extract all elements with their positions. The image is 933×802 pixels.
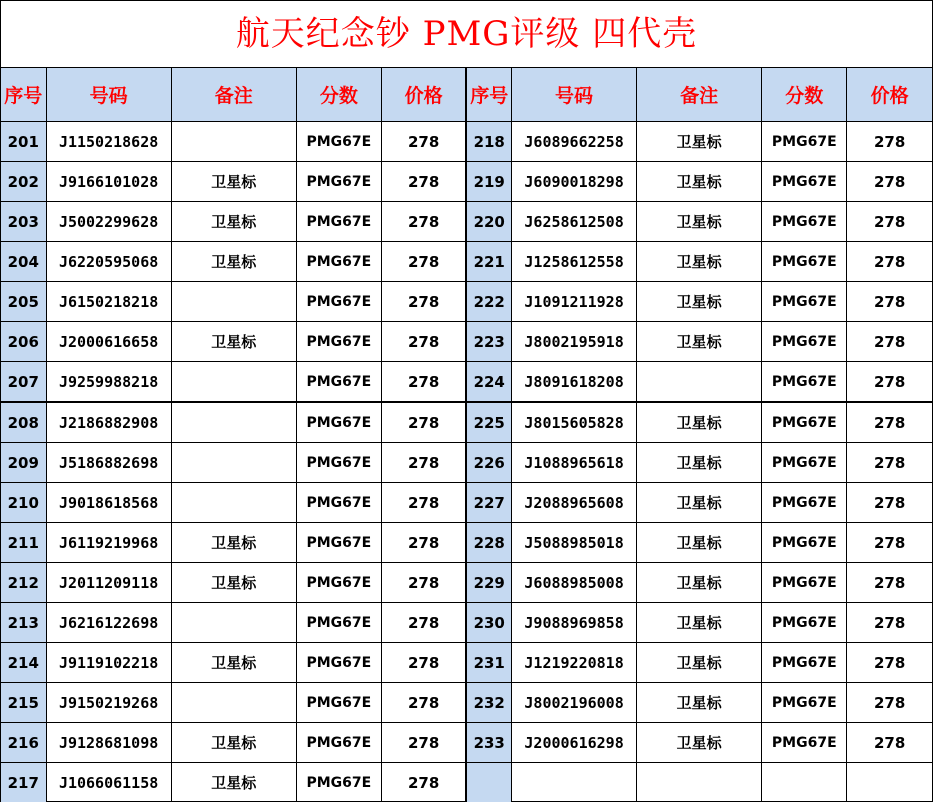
- row-price: 278: [381, 723, 466, 763]
- sheet-title: 航天纪念钞 PMG评级 四代壳: [1, 1, 932, 68]
- row-number: J6150218218: [46, 282, 171, 322]
- row-seq: 226: [466, 443, 511, 483]
- row-note: 卫星标: [171, 763, 296, 802]
- row-price: 278: [381, 563, 466, 603]
- row-seq: 203: [1, 202, 46, 242]
- header-score: 分数: [296, 68, 381, 122]
- table-row: [1, 242, 932, 282]
- row-note: 卫星标: [637, 402, 762, 443]
- table-row: [1, 483, 932, 523]
- row-price: 278: [847, 282, 932, 322]
- row-seq: 233: [466, 723, 511, 763]
- row-note: [637, 362, 762, 403]
- row-note: 卫星标: [171, 723, 296, 763]
- row-note: 卫星标: [171, 242, 296, 282]
- row-note: 卫星标: [171, 162, 296, 202]
- row-seq: 227: [466, 483, 511, 523]
- banknote-table: [1, 68, 932, 802]
- row-note: 卫星标: [171, 322, 296, 362]
- row-price: 278: [847, 402, 932, 443]
- table-row: [1, 162, 932, 202]
- header-row: [1, 68, 932, 122]
- row-number: J2186882908: [46, 402, 171, 443]
- row-price: 278: [381, 443, 466, 483]
- row-note: [171, 282, 296, 322]
- row-score: PMG67E: [296, 202, 381, 242]
- row-number: J9088969858: [512, 603, 637, 643]
- row-price: 278: [381, 643, 466, 683]
- table-row: [1, 643, 932, 683]
- row-number: J1258612558: [512, 242, 637, 282]
- row-seq: 213: [1, 603, 46, 643]
- row-price: 278: [847, 242, 932, 282]
- row-score: PMG67E: [762, 282, 847, 322]
- row-number: J8002196008: [512, 683, 637, 723]
- row-note: [171, 443, 296, 483]
- row-score: PMG67E: [296, 763, 381, 802]
- row-price: [847, 763, 932, 802]
- row-score: PMG67E: [296, 523, 381, 563]
- row-price: 278: [381, 162, 466, 202]
- row-number: J5186882698: [46, 443, 171, 483]
- row-score: PMG67E: [762, 603, 847, 643]
- row-score: PMG67E: [762, 683, 847, 723]
- table-row: [1, 763, 932, 802]
- row-score: PMG67E: [762, 202, 847, 242]
- row-seq: 229: [466, 563, 511, 603]
- row-note: 卫星标: [637, 523, 762, 563]
- row-score: PMG67E: [762, 443, 847, 483]
- header-number: 号码: [512, 68, 637, 122]
- row-score: PMG67E: [296, 322, 381, 362]
- table-row: [1, 362, 932, 403]
- row-score: [762, 763, 847, 802]
- row-seq: 222: [466, 282, 511, 322]
- row-note: [171, 362, 296, 403]
- row-price: 278: [381, 282, 466, 322]
- row-score: PMG67E: [296, 603, 381, 643]
- row-number: J6090018298: [512, 162, 637, 202]
- row-seq: 209: [1, 443, 46, 483]
- table-row: [1, 683, 932, 723]
- row-note: [637, 763, 762, 802]
- row-number: J6220595068: [46, 242, 171, 282]
- row-seq: 210: [1, 483, 46, 523]
- table-row: [1, 322, 932, 362]
- row-score: PMG67E: [762, 402, 847, 443]
- row-price: 278: [381, 483, 466, 523]
- header-note: 备注: [637, 68, 762, 122]
- row-price: 278: [381, 523, 466, 563]
- row-note: [171, 402, 296, 443]
- row-price: 278: [381, 402, 466, 443]
- row-seq: 216: [1, 723, 46, 763]
- row-price: 278: [847, 643, 932, 683]
- row-note: 卫星标: [637, 282, 762, 322]
- row-seq: 220: [466, 202, 511, 242]
- row-score: PMG67E: [762, 723, 847, 763]
- row-price: 278: [381, 362, 466, 403]
- row-score: PMG67E: [296, 723, 381, 763]
- row-seq: 206: [1, 322, 46, 362]
- row-note: 卫星标: [637, 122, 762, 162]
- row-score: PMG67E: [762, 322, 847, 362]
- header-score: 分数: [762, 68, 847, 122]
- row-seq: 231: [466, 643, 511, 683]
- row-seq: 228: [466, 523, 511, 563]
- row-number: J8015605828: [512, 402, 637, 443]
- row-note: 卫星标: [637, 202, 762, 242]
- row-seq: 211: [1, 523, 46, 563]
- row-note: 卫星标: [637, 443, 762, 483]
- row-score: PMG67E: [762, 523, 847, 563]
- row-price: 278: [847, 523, 932, 563]
- row-number: J6089662258: [512, 122, 637, 162]
- row-seq: 215: [1, 683, 46, 723]
- table-row: [1, 563, 932, 603]
- row-score: PMG67E: [762, 242, 847, 282]
- row-score: PMG67E: [296, 443, 381, 483]
- row-number: J8091618208: [512, 362, 637, 403]
- row-price: 278: [381, 763, 466, 802]
- row-price: 278: [381, 322, 466, 362]
- row-price: 278: [847, 483, 932, 523]
- row-seq: 224: [466, 362, 511, 403]
- row-note: 卫星标: [171, 523, 296, 563]
- row-score: PMG67E: [762, 563, 847, 603]
- row-score: PMG67E: [762, 643, 847, 683]
- table-row: [1, 523, 932, 563]
- row-seq: 218: [466, 122, 511, 162]
- row-number: J1219220818: [512, 643, 637, 683]
- row-note: [171, 603, 296, 643]
- row-score: PMG67E: [762, 122, 847, 162]
- row-note: [171, 683, 296, 723]
- row-price: 278: [381, 242, 466, 282]
- row-price: 278: [847, 162, 932, 202]
- row-seq: 201: [1, 122, 46, 162]
- row-note: 卫星标: [637, 322, 762, 362]
- row-note: 卫星标: [637, 242, 762, 282]
- table-row: [1, 723, 932, 763]
- row-price: 278: [847, 362, 932, 403]
- row-price: 278: [847, 603, 932, 643]
- row-seq: 212: [1, 563, 46, 603]
- table-row: [1, 603, 932, 643]
- header-price: 价格: [381, 68, 466, 122]
- row-score: PMG67E: [296, 402, 381, 443]
- row-note: 卫星标: [637, 162, 762, 202]
- row-score: PMG67E: [296, 683, 381, 723]
- table-row: [1, 402, 932, 443]
- row-score: PMG67E: [296, 282, 381, 322]
- row-price: 278: [847, 122, 932, 162]
- row-number: J2000616658: [46, 322, 171, 362]
- row-seq: 232: [466, 683, 511, 723]
- row-note: 卫星标: [637, 723, 762, 763]
- row-number: J9259988218: [46, 362, 171, 403]
- row-seq: 219: [466, 162, 511, 202]
- row-note: 卫星标: [637, 683, 762, 723]
- header-price: 价格: [847, 68, 932, 122]
- row-note: [171, 483, 296, 523]
- row-number: J1091211928: [512, 282, 637, 322]
- row-score: PMG67E: [762, 162, 847, 202]
- row-number: J9128681098: [46, 723, 171, 763]
- header-note: 备注: [171, 68, 296, 122]
- row-note: [171, 122, 296, 162]
- row-price: 278: [847, 683, 932, 723]
- row-note: 卫星标: [637, 563, 762, 603]
- row-seq: 230: [466, 603, 511, 643]
- row-score: PMG67E: [296, 362, 381, 403]
- row-number: J9150219268: [46, 683, 171, 723]
- row-number: J6119219968: [46, 523, 171, 563]
- row-number: J8002195918: [512, 322, 637, 362]
- row-seq: 223: [466, 322, 511, 362]
- row-score: PMG67E: [296, 643, 381, 683]
- table-row: [1, 122, 932, 162]
- row-number: J9119102218: [46, 643, 171, 683]
- row-number: J6088985008: [512, 563, 637, 603]
- row-price: 278: [381, 202, 466, 242]
- row-score: PMG67E: [762, 362, 847, 403]
- row-number: J5002299628: [46, 202, 171, 242]
- row-note: 卫星标: [171, 202, 296, 242]
- row-price: 278: [381, 683, 466, 723]
- row-seq: 221: [466, 242, 511, 282]
- row-price: 278: [847, 723, 932, 763]
- row-score: PMG67E: [762, 483, 847, 523]
- row-number: J1066061158: [46, 763, 171, 802]
- row-number: J1150218628: [46, 122, 171, 162]
- row-seq: 207: [1, 362, 46, 403]
- row-score: PMG67E: [296, 483, 381, 523]
- header-seq: 序号: [1, 68, 46, 122]
- row-number: J2000616298: [512, 723, 637, 763]
- row-seq: 217: [1, 763, 46, 802]
- row-note: 卫星标: [637, 643, 762, 683]
- row-seq: 204: [1, 242, 46, 282]
- row-seq: 202: [1, 162, 46, 202]
- table-row: [1, 282, 932, 322]
- row-number: [512, 763, 637, 802]
- row-price: 278: [847, 443, 932, 483]
- row-number: J1088965618: [512, 443, 637, 483]
- row-note: 卫星标: [637, 603, 762, 643]
- row-seq: 225: [466, 402, 511, 443]
- row-seq: 214: [1, 643, 46, 683]
- row-price: 278: [847, 202, 932, 242]
- header-number: 号码: [46, 68, 171, 122]
- row-note: 卫星标: [171, 563, 296, 603]
- row-price: 278: [847, 322, 932, 362]
- row-seq: 205: [1, 282, 46, 322]
- row-number: J9166101028: [46, 162, 171, 202]
- row-number: J5088985018: [512, 523, 637, 563]
- row-note: 卫星标: [171, 643, 296, 683]
- row-number: J2088965608: [512, 483, 637, 523]
- table-body: [1, 122, 932, 802]
- header-seq: 序号: [466, 68, 511, 122]
- row-number: J6258612508: [512, 202, 637, 242]
- row-score: PMG67E: [296, 122, 381, 162]
- row-number: J9018618568: [46, 483, 171, 523]
- row-note: 卫星标: [637, 483, 762, 523]
- row-number: J6216122698: [46, 603, 171, 643]
- row-price: 278: [847, 563, 932, 603]
- row-price: 278: [381, 603, 466, 643]
- row-score: PMG67E: [296, 242, 381, 282]
- table-row: [1, 443, 932, 483]
- row-score: PMG67E: [296, 563, 381, 603]
- row-score: PMG67E: [296, 162, 381, 202]
- row-number: J2011209118: [46, 563, 171, 603]
- row-seq: 208: [1, 402, 46, 443]
- row-price: 278: [381, 122, 466, 162]
- row-seq: [466, 763, 511, 802]
- table-row: [1, 202, 932, 242]
